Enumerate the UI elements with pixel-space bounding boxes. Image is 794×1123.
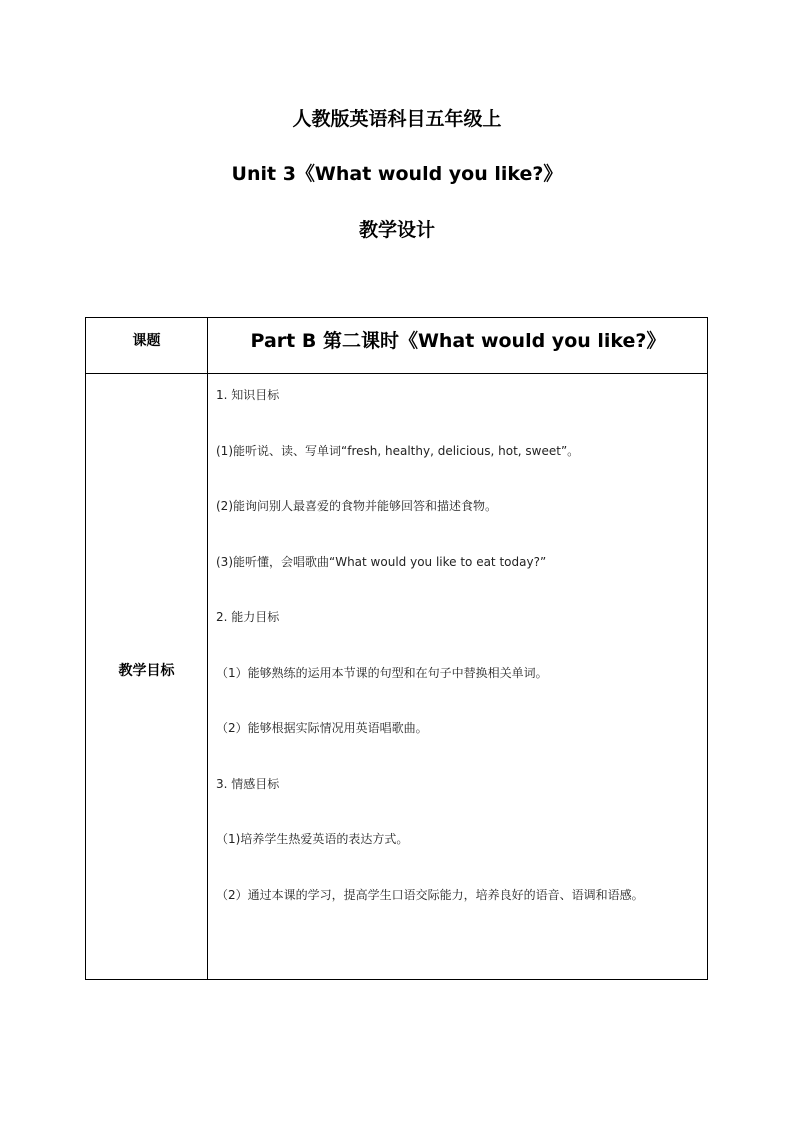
design-subtitle: 教学设计 [358, 219, 435, 241]
column-divider [207, 318, 208, 979]
objective-item: 3. 情感目标 [216, 776, 280, 791]
document-title: 人教版英语科目五年级上 [292, 108, 502, 130]
objective-item: （1）能够熟练的运用本节课的句型和在句子中替换相关单词。 [216, 665, 548, 680]
objective-item: 1. 知识目标 [216, 388, 280, 402]
row-divider [86, 373, 707, 374]
objective-item: （2）能够根据实际情况用英语唱歌曲。 [216, 721, 428, 735]
objective-item: (2)能询问别人最喜爱的食物并能够回答和描述食物。 [216, 499, 498, 513]
objective-item: (1)能听说、读、写单词“fresh, healthy, delicious, hot, sweet”。 [216, 443, 580, 458]
objectives-list [216, 387, 706, 942]
unit-title: Unit 3《What would you like?》 [231, 163, 563, 185]
objectives-label: 教学目标 [118, 663, 175, 679]
lesson-plan-table [85, 317, 708, 980]
objective-item: （1)培养学生热爱英语的表达方式。 [216, 832, 409, 846]
objective-item: (3)能听懂，会唱歌曲“What would you like to eat today?” [216, 554, 547, 569]
topic-label: 课题 [132, 333, 161, 349]
topic-value: Part B 第二课时《What would you like?》 [250, 330, 666, 352]
objective-item: （2）通过本课的学习，提高学生口语交际能力，培养良好的语音、语调和语感。 [216, 887, 644, 902]
objective-item: 2. 能力目标 [216, 610, 280, 624]
